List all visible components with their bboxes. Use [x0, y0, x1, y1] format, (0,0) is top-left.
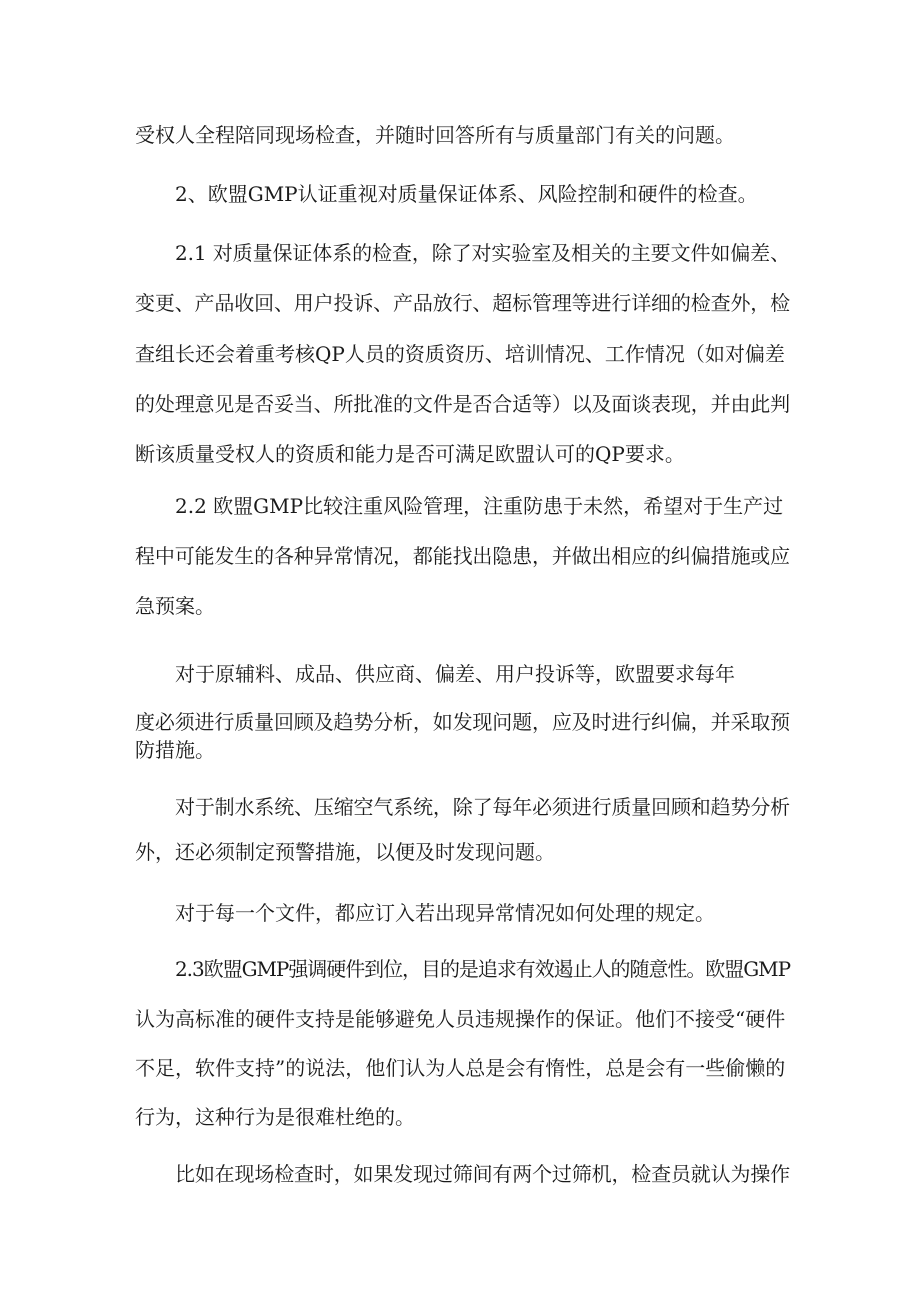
text-line: 不足，软件支持”的说法，他们认为人总是会有惰性，总是会有一些偷懒的 — [135, 1056, 786, 1080]
text-line: 比如在现场检查时，如果发现过筛间有两个过筛机，检查员就认为操作 — [175, 1162, 790, 1186]
text-line: 认为高标准的硬件支持是能够避免人员违规操作的保证。他们不接受“硬件 — [135, 1007, 786, 1031]
text-line: 程中可能发生的各种异常情况，都能找出隐患，并做出相应的纠偏措施或应 — [135, 544, 790, 568]
text-line: 受权人全程陪同现场检查，并随时回答所有与质量部门有关的问题。 — [135, 123, 735, 147]
text-line: 断该质量受权人的资质和能力是否可满足欧盟认可的QP要求。 — [135, 442, 685, 466]
text-line: 变更、产品收回、用户投诉、产品放行、超标管理等进行详细的检查外，检 — [135, 291, 790, 315]
text-line: 行为，这种行为是很难杜绝的。 — [135, 1105, 415, 1129]
text-line: 的处理意见是否妥当、所批准的文件是否合适等）以及面谈表现，并由此判 — [135, 392, 790, 416]
text-line: 急预案。 — [135, 594, 215, 618]
text-line: 对于原辅料、成品、供应商、偏差、用户投诉等，欧盟要求每年 — [175, 662, 735, 686]
text-line: 2.3欧盟GMP强调硬件到位，目的是追求有效遏止人的随意性。欧盟GMP — [175, 957, 790, 981]
text-line: 2.2 欧盟GMP比较注重风险管理，注重防患于未然，希望对于生产过 — [175, 494, 784, 518]
text-line: 对于制水系统、压缩空气系统，除了每年必须进行质量回顾和趋势分析 — [175, 795, 790, 819]
text-line: 对于每一个文件，都应订入若出现异常情况如何处理的规定。 — [175, 901, 715, 925]
text-line: 2.1 对质量保证体系的检查，除了对实验室及相关的主要文件如偏差、 — [175, 241, 790, 265]
text-line: 外，还必须制定预警措施，以便及时发现问题。 — [135, 840, 555, 864]
text-line: 2、欧盟GMP认证重视对质量保证体系、风险控制和硬件的检查。 — [175, 182, 758, 206]
text-line: 防措施。 — [135, 738, 215, 762]
text-line: 查组长还会着重考核QP人员的资质资历、培训情况、工作情况（如对偏差 — [135, 342, 785, 366]
text-line: 度必须进行质量回顾及趋势分析，如发现问题，应及时进行纠偏，并采取预 — [135, 710, 790, 734]
